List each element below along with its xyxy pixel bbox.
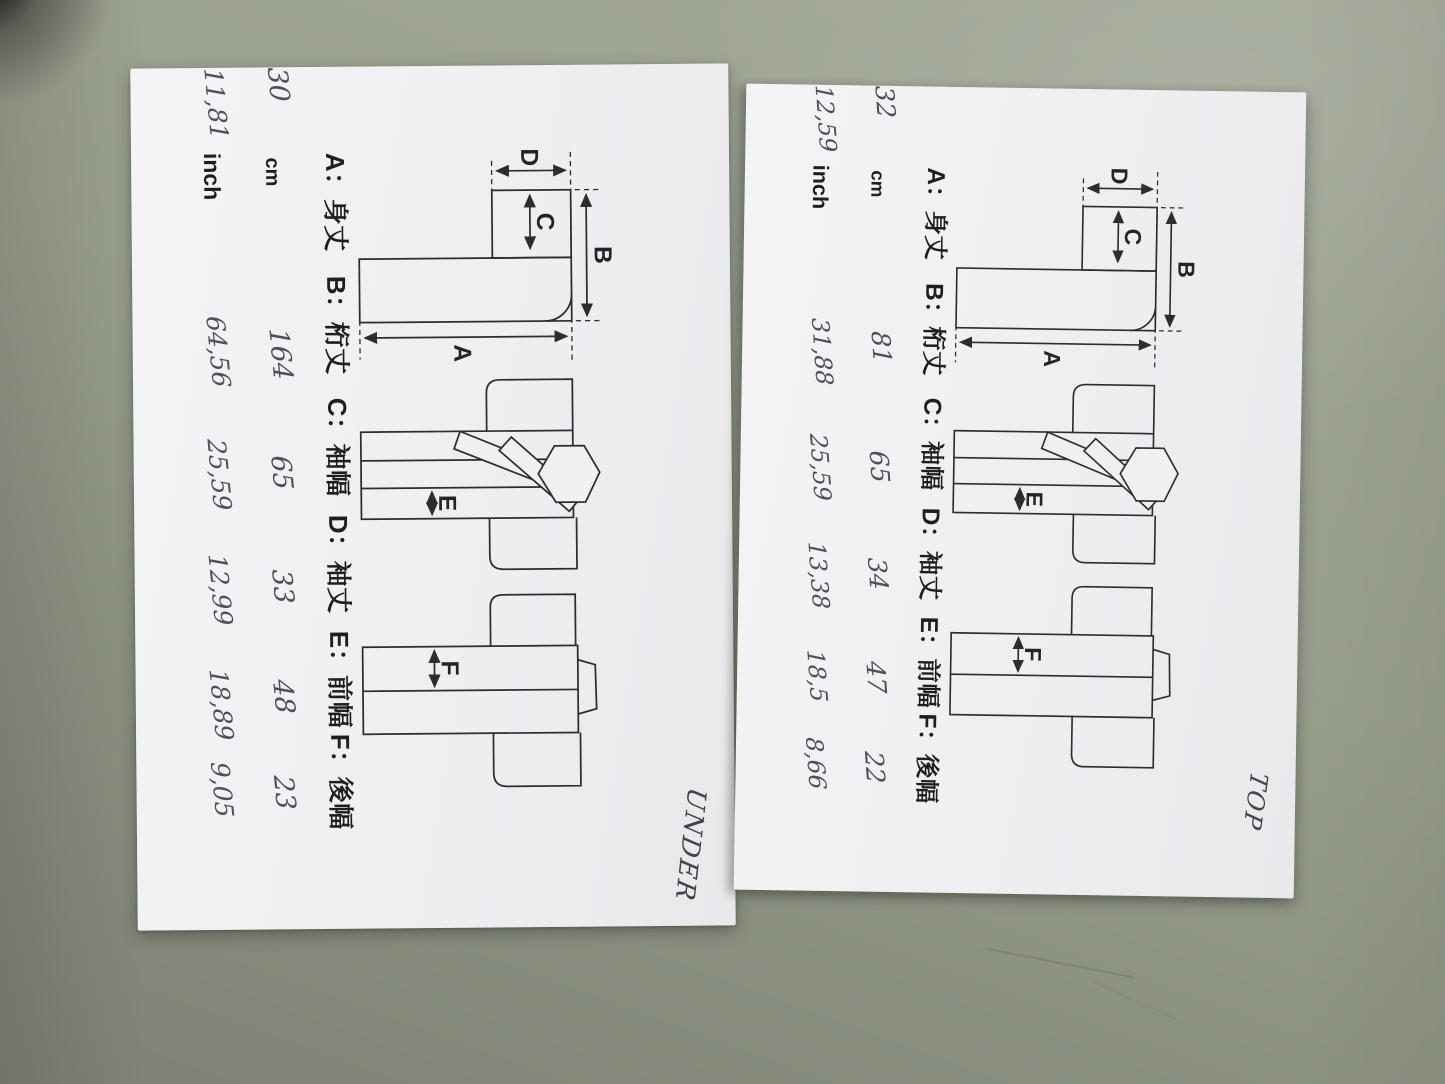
cm-value: 164 bbox=[262, 328, 299, 380]
measure-label: A：身丈 bbox=[921, 167, 951, 261]
dim-label-c: C bbox=[531, 212, 559, 231]
dim-label-a: A bbox=[1038, 350, 1066, 368]
body-outline bbox=[956, 268, 1156, 331]
front-view-diagram bbox=[952, 383, 1179, 565]
cm-value: 47 bbox=[859, 660, 892, 694]
right-tie-end-back bbox=[1071, 716, 1154, 767]
handwritten-note-under: UNDER bbox=[668, 784, 712, 905]
measure-label: B：桁丈 bbox=[919, 282, 949, 377]
measure-label: F：後幅 bbox=[912, 713, 943, 804]
dim-label-e: E bbox=[433, 494, 461, 512]
handwritten-note-top: TOP bbox=[1236, 769, 1273, 834]
cm-unit-label: cm bbox=[261, 157, 284, 187]
folded-top-diagram bbox=[358, 148, 616, 363]
dim-label-e: E bbox=[1021, 491, 1048, 508]
dim-label-d: D bbox=[1106, 167, 1133, 185]
dim-label-b: B bbox=[1173, 261, 1200, 279]
inch-value: 31,88 bbox=[806, 317, 839, 386]
inch-value: 18,5 bbox=[801, 649, 833, 703]
folded-top-diagram bbox=[955, 165, 1201, 369]
measure-label: C：袖幅 bbox=[917, 397, 948, 491]
back-view-diagram bbox=[362, 594, 597, 788]
back-view-diagram bbox=[949, 585, 1171, 768]
cm-value: 22 bbox=[858, 751, 890, 784]
dimension-arrow-a bbox=[365, 336, 567, 338]
measure-label: E：前幅 bbox=[324, 630, 356, 729]
cm-value: 32 bbox=[868, 85, 901, 119]
left-tie-end-back bbox=[490, 594, 575, 646]
front-view-diagram bbox=[360, 379, 600, 571]
size-chart-page-under bbox=[130, 63, 733, 918]
inch-value: 25,59 bbox=[804, 433, 837, 502]
inch-value: 9,05 bbox=[204, 761, 240, 818]
collar-curve bbox=[1130, 307, 1155, 330]
cm-value: 81 bbox=[864, 330, 897, 364]
dimension-arrow-a bbox=[961, 342, 1151, 345]
waist-knot bbox=[538, 446, 600, 503]
size-chart-page-top bbox=[734, 84, 1307, 892]
back-panel-seam bbox=[363, 689, 578, 691]
measure-label: D：袖丈 bbox=[323, 514, 355, 614]
inch-value: 12,99 bbox=[202, 553, 239, 626]
dimension-arrow-d bbox=[1088, 188, 1152, 189]
collar-curve bbox=[545, 296, 572, 321]
dimension-arrow-d bbox=[497, 170, 566, 171]
dim-label-f: F bbox=[435, 660, 463, 676]
cm-value: 48 bbox=[266, 679, 301, 714]
dim-label-f: F bbox=[1019, 647, 1047, 662]
cm-unit-label: cm bbox=[866, 170, 888, 198]
cm-value: 30 bbox=[260, 67, 296, 102]
inch-unit-label: inch bbox=[808, 164, 834, 210]
inch-value: 64,56 bbox=[200, 315, 237, 388]
dim-label-a: A bbox=[448, 344, 476, 363]
dimension-arrow-f bbox=[1018, 638, 1019, 672]
cm-value: 65 bbox=[862, 450, 895, 483]
cm-value: 34 bbox=[861, 557, 893, 591]
back-panel-seam bbox=[951, 674, 1153, 677]
cm-value: 23 bbox=[266, 775, 302, 810]
dim-label-c: C bbox=[1119, 228, 1147, 246]
left-tie-end bbox=[1073, 384, 1155, 433]
table-scratch bbox=[986, 948, 1134, 979]
right-tie-end-back bbox=[493, 732, 581, 786]
dim-label-d: D bbox=[515, 148, 543, 167]
measure-label: B：桁丈 bbox=[321, 275, 352, 375]
measure-label: A：身丈 bbox=[319, 152, 351, 252]
paper-sheet-under bbox=[130, 63, 735, 930]
measure-label: D：袖丈 bbox=[915, 507, 946, 601]
measure-label: F：後幅 bbox=[325, 733, 356, 830]
measure-label: C：袖幅 bbox=[322, 397, 353, 497]
left-tie-end-back bbox=[1072, 587, 1153, 636]
body-outline bbox=[359, 257, 572, 322]
inch-unit-label: inch bbox=[198, 152, 226, 201]
dim-label-b: B bbox=[588, 246, 616, 264]
left-tie-end bbox=[486, 379, 572, 431]
inch-value: 25,59 bbox=[201, 438, 238, 511]
dimension-arrow-b bbox=[586, 195, 587, 316]
right-tie-end bbox=[1073, 514, 1156, 563]
measure-label: E：前幅 bbox=[913, 616, 944, 709]
cm-value: 33 bbox=[265, 569, 300, 604]
garment-size-diagrams bbox=[345, 63, 733, 916]
waist-knot bbox=[1120, 448, 1179, 502]
waistband-tab bbox=[578, 660, 597, 714]
paper-sheet-top bbox=[734, 84, 1307, 899]
waistband-tab bbox=[1152, 649, 1170, 700]
inch-value: 12,59 bbox=[809, 84, 843, 153]
cm-value: 65 bbox=[264, 455, 299, 490]
inch-value: 8,66 bbox=[800, 737, 832, 790]
inch-value: 11,81 bbox=[198, 67, 235, 140]
dimension-arrow-b bbox=[1170, 213, 1172, 327]
right-tie-end bbox=[490, 517, 577, 569]
inch-value: 18,89 bbox=[203, 668, 240, 741]
dimension-arrow-c bbox=[1118, 212, 1119, 262]
inch-value: 13,38 bbox=[802, 541, 835, 610]
table-scratch bbox=[1094, 982, 1177, 1020]
hem-dashed-line bbox=[955, 326, 956, 363]
